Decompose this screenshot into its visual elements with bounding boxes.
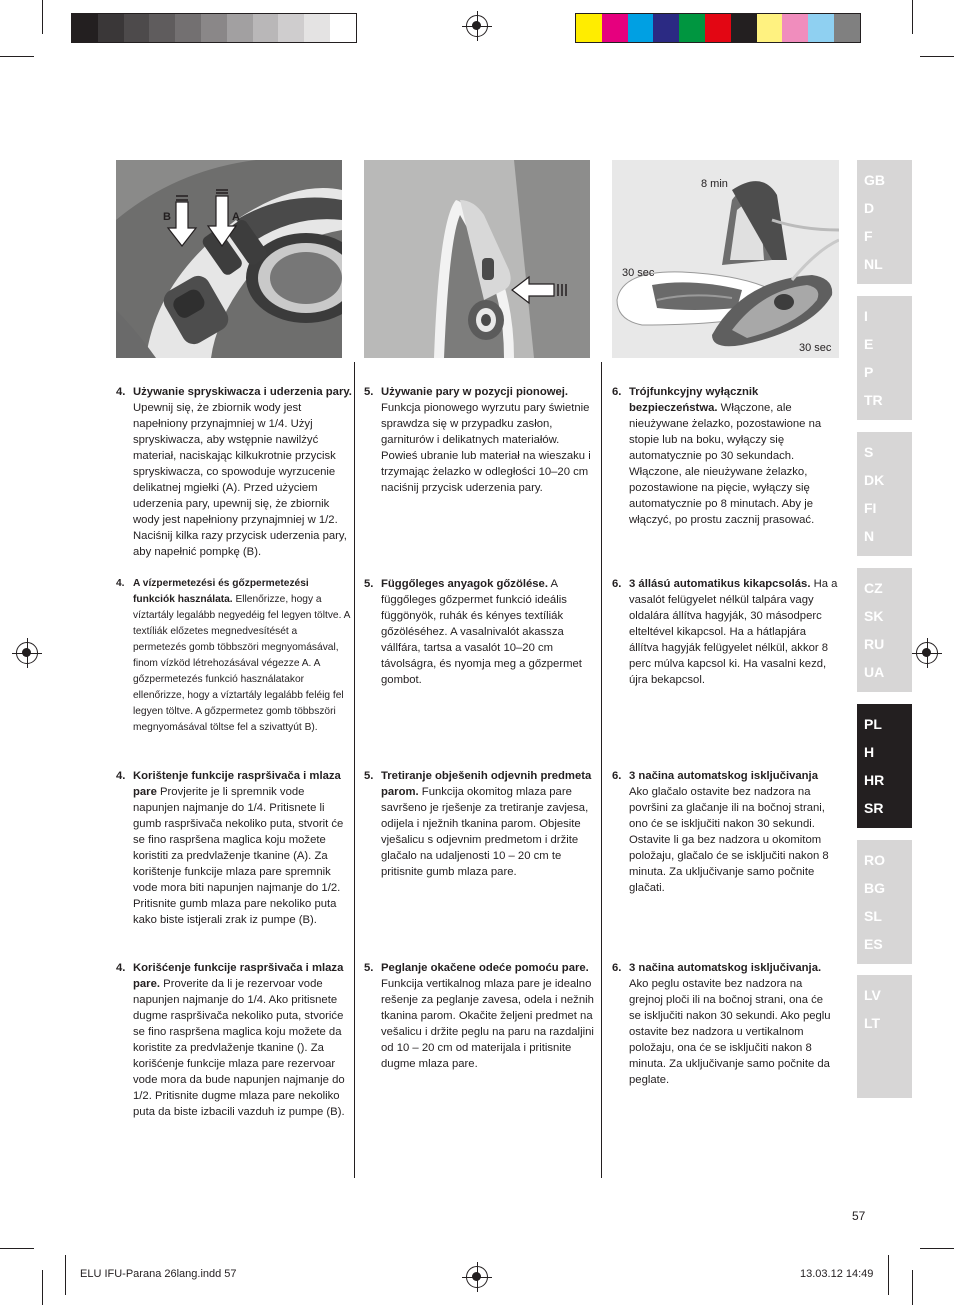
color-swatch: [602, 14, 628, 42]
language-code: RO: [864, 852, 885, 868]
step-number: 6.: [612, 578, 622, 590]
step-description: Funkcija vertikalnog mlaza pare je idealno rešenje za peglanje zavesa, odela i nežnih tkanina parom. Okačite željeni predmet na vešalicu i držite peglu na paru na razdaljini od 10 – 20 cm od materijala i pritisnite dugme mlaza pare.: [381, 978, 594, 1070]
language-group: [857, 296, 912, 420]
language-code: LV: [864, 987, 881, 1003]
step-number: 4.: [116, 578, 125, 589]
crop-mark: [920, 1248, 954, 1249]
step-description: A függőleges gőzpermet funkció ideális függönyök, ruhák és kényes textíliák gőzöléséhez. A vasalnivalót akassza vállfára, tartsa a vasalót 10–20 cm távolságra, és nyomja meg a gőzpermet gombot.: [381, 578, 582, 686]
step-description: Proverite da li je rezervoar vode napunjen najmanje do 1/4. Ako pritisnete dugme raspršivača nekoliko puta, stvoriće se fino raspršena maglica koju možete da koristite za predvlaženje tkanine (). Za korišćenje funkcije mlaza pare rezervoar vode mora da bude napunjen najmanje do 1/2. Pritisnite dugme mlaza pare nekoliko puta da biste izbacili vazduh iz pumpe (B).: [133, 978, 345, 1118]
step-description: Provjerite je li spremnik vode napunjen najmanje do 1/4. Pritisnete li gumb raspršivača nekoliko puta, stvorit će se fino raspršena maglica koju možete koristiti za predvlaženje tkanine (A). Za korištenje funkcije mlaza pare spremnik vode mora biti napunjen najmanje do 1/2. Pritisnite gumb mlaza pare nekoliko puta kako biste istjerali zrak iz pumpe (B).: [133, 786, 344, 926]
step-title: A vízpermetezési és gőzpermetezési funkciók használata.: [133, 578, 309, 605]
language-group: [857, 568, 912, 692]
instruction-block: [116, 384, 352, 560]
language-code: H: [864, 744, 875, 760]
language-code: F: [864, 228, 873, 244]
step-description: Upewnij się, że zbiornik wody jest napełniony przynajmniej w 1/4. Użyj spryskiwacza, aby wstępnie nawilżyć materiał, naciskając kilkukrotnie przycisk spryskiwacza, co spowoduje wyrzucenie delikatnej mgiełki (A). Przed użyciem uderzenia pary, upewnij się, że zbiornik wody jest napełniony przynajmniej w 1/2. Naciśnij kilka razy przycisk uderzenia pary, aby napełnić pompkę (B).: [133, 402, 347, 558]
language-code: FI: [864, 500, 877, 516]
instruction-block: [364, 960, 594, 1072]
process-color-bar: [575, 13, 861, 43]
color-swatch: [808, 14, 834, 42]
language-code: P: [864, 364, 874, 380]
step-title: Peglanje okačene odeće pomoću pare.: [381, 962, 589, 974]
label-30sec-left: 30 sec: [622, 267, 655, 279]
page-number: 57: [852, 1209, 866, 1223]
step-title: Függőleges anyagok gőzölése.: [381, 578, 548, 590]
column-divider: [354, 362, 355, 1178]
language-code: RU: [864, 636, 885, 652]
step-number: 6.: [612, 386, 622, 398]
language-code: D: [864, 200, 875, 216]
instruction-block: [364, 384, 594, 496]
registration-mark-top: [466, 15, 488, 37]
gray-swatch: [330, 14, 356, 42]
step-description: Ha a vasalót felügyelet nélkül talpára vagy oldalára állítva hagyják, 30 másodperc elteltével kikapcsol. Ha a hátlapjára állítva hagyják felügyelet nélkül, akkor 8 perc múlva kapcsol ki. Ha vasalni kezd, újra bekapcsol.: [629, 578, 838, 686]
step-description: Włączone, ale nieużywane żelazko, pozostawione na stopie lub na boku, wyłączy się automatycznie po 30 sekundach. Włączone, ale nieużywane żelazko, pozostawione na pięcie, wyłączy się automatycznie po 8 minutach. Aby je włączyć, po prostu zacznij prasować.: [629, 402, 822, 526]
grayscale-color-bar: [71, 13, 357, 43]
step-title: Korišćenje funkcije raspršivača i mlaza pare.: [133, 962, 344, 990]
language-code: SL: [864, 908, 882, 924]
color-swatch: [731, 14, 757, 42]
color-swatch: [705, 14, 731, 42]
footer-timestamp: 13.03.12 14:49: [800, 1268, 874, 1280]
step-title: 3 načina automatskog isključivanja: [629, 770, 818, 782]
instruction-block: [116, 576, 352, 736]
instruction-block: [612, 960, 838, 1088]
step-text: [381, 960, 594, 1072]
step-number: 6.: [612, 770, 622, 782]
color-swatch: [653, 14, 679, 42]
gray-swatch: [98, 14, 124, 42]
language-code: CZ: [864, 580, 883, 596]
label-a: A: [232, 211, 240, 223]
gray-swatch: [201, 14, 227, 42]
language-code: ES: [864, 936, 883, 952]
step-title: 3 állású automatikus kikapcsolás.: [629, 578, 811, 590]
language-code: GB: [864, 172, 885, 188]
crop-mark: [888, 1255, 889, 1295]
step-description: Ako peglu ostavite bez nadzora na grejnoj ploči ili na bočnoj strani, ona će se isključiti nakon 30 sekundi. Ako peglu ostavite bez nadzora u vertikalnom položaju, ona će se isključiti nakon 8 minuta. Za uključivanje samo počnite da peglate.: [629, 978, 831, 1086]
step-text: [629, 960, 838, 1088]
color-swatch: [576, 14, 602, 42]
instruction-block: [612, 384, 838, 528]
step-text: [629, 384, 838, 528]
color-swatch: [628, 14, 654, 42]
step-description: Funkcija okomitog mlaza pare savršeno je rješenje za tretiranje zavjesa, odijela i nježnih tkanina parom. Objesite vješalicu s odjevnim predmetom i držite glačalo na udaljenosti 10 – 20 cm te pritisnite gumb mlaza pare.: [381, 786, 589, 878]
label-8min: 8 min: [701, 178, 728, 190]
step-number: 5.: [364, 770, 374, 782]
step-title: Używanie pary w pozycji pionowej.: [381, 386, 569, 398]
registration-mark-bottom: [466, 1266, 488, 1288]
step-text: [133, 960, 352, 1120]
instruction-block: [612, 768, 838, 896]
language-group: [857, 840, 912, 964]
step-text: [133, 384, 352, 560]
color-swatch: [834, 14, 860, 42]
crop-mark: [0, 56, 34, 57]
step-text: [133, 768, 352, 928]
step-title: Tretiranje obješenih odjevnih predmeta parom.: [381, 770, 592, 798]
iron-buttons-photo: [116, 160, 342, 358]
language-code: E: [864, 336, 874, 352]
instruction-block: [364, 768, 594, 880]
color-swatch: [679, 14, 705, 42]
language-code: PL: [864, 716, 882, 732]
instruction-block: [116, 960, 352, 1120]
gray-swatch: [227, 14, 253, 42]
step-number: 4.: [116, 770, 126, 782]
language-code: SK: [864, 608, 884, 624]
language-group: [857, 432, 912, 556]
color-swatch: [782, 14, 808, 42]
gray-swatch: [124, 14, 150, 42]
crop-mark: [0, 1248, 34, 1249]
language-code: TR: [864, 392, 883, 408]
crop-mark: [912, 1270, 913, 1305]
language-code: DK: [864, 472, 885, 488]
step-number: 5.: [364, 578, 374, 590]
crop-mark: [920, 56, 954, 57]
step-description: Ako glačalo ostavite bez nadzora na površini za glačanje ili na bočnoj strani, ono će se isključiti nakon 30 sekundi. Ostavite li ga bez nadzora u okomitom položaju, glačalo će se isključiti nakon 8 minuta. Za uključivanje samo počnite glačati.: [629, 786, 829, 894]
language-code: HR: [864, 772, 885, 788]
language-code: I: [864, 308, 868, 324]
step-text: [381, 768, 594, 880]
step-title: 3 načina automatskog isključivanja.: [629, 962, 822, 974]
step-text: [629, 768, 838, 896]
registration-mark-right: [916, 642, 938, 664]
language-code: NL: [864, 256, 883, 272]
step-number: 5.: [364, 386, 374, 398]
instruction-block: [612, 576, 838, 688]
crop-mark: [42, 0, 43, 34]
registration-mark-left: [16, 642, 38, 664]
step-text: [133, 576, 352, 736]
gray-swatch: [149, 14, 175, 42]
step-number: 4.: [116, 962, 126, 974]
step-number: 4.: [116, 386, 126, 398]
step-number: 6.: [612, 962, 622, 974]
instruction-block: [116, 768, 352, 928]
gray-swatch: [72, 14, 98, 42]
step-description: Funkcja pionowego wyrzutu pary świetnie sprawdza się w przypadku zasłon, garniturów i delikatnych materiałów. Powieś ubranie lub materiał na wieszaku i trzymając żelazko w odległości 10–20 cm naciśnij przycisk uderzenia pary.: [381, 402, 591, 494]
gray-swatch: [304, 14, 330, 42]
vertical-steam-photo: [364, 160, 590, 358]
language-code: BG: [864, 880, 885, 896]
step-title: Trójfunkcyjny wyłącznik bezpieczeństwa.: [629, 386, 759, 414]
step-text: [629, 576, 838, 688]
gray-swatch: [278, 14, 304, 42]
step-title: Korištenje funkcije raspršivača i mlaza pare: [133, 770, 341, 798]
step-text: [381, 384, 594, 496]
label-30sec-right: 30 sec: [799, 342, 832, 354]
color-swatch: [757, 14, 783, 42]
crop-mark: [65, 1255, 66, 1295]
language-code: SR: [864, 800, 884, 816]
step-number: 5.: [364, 962, 374, 974]
language-code: LT: [864, 1015, 881, 1031]
footer-filename: ELU IFU-Parana 26lang.indd 57: [80, 1268, 237, 1280]
language-group: [857, 160, 912, 284]
crop-mark: [912, 0, 913, 34]
step-title: Używanie spryskiwacza i uderzenia pary.: [133, 386, 352, 398]
label-b: B: [163, 211, 171, 223]
language-group: [857, 975, 912, 1098]
instruction-block: [364, 576, 594, 688]
gray-swatch: [175, 14, 201, 42]
step-text: [381, 576, 594, 688]
column-divider: [601, 362, 602, 1178]
step-description: Ellenőrizze, hogy a víztartály legalább negyedéig fel legyen töltve. A textíliák előzetes megnedvesítését a permetezés gomb többszöri megnyomásával, finom vízköd létrehozásával végezze A. A gőzpermetezés funkció használatakor ellenőrizze, hogy a víztartály legalább feléig fel legyen töltve. A gőzpermetez gomb többszöri megnyomásával töltse fel a szivattyút B).: [133, 594, 350, 733]
language-group: [857, 704, 912, 828]
crop-mark: [42, 1270, 43, 1305]
auto-shutoff-photo: [612, 160, 839, 358]
language-code: UA: [864, 664, 885, 680]
language-code: N: [864, 528, 875, 544]
language-code: S: [864, 444, 874, 460]
gray-swatch: [253, 14, 279, 42]
